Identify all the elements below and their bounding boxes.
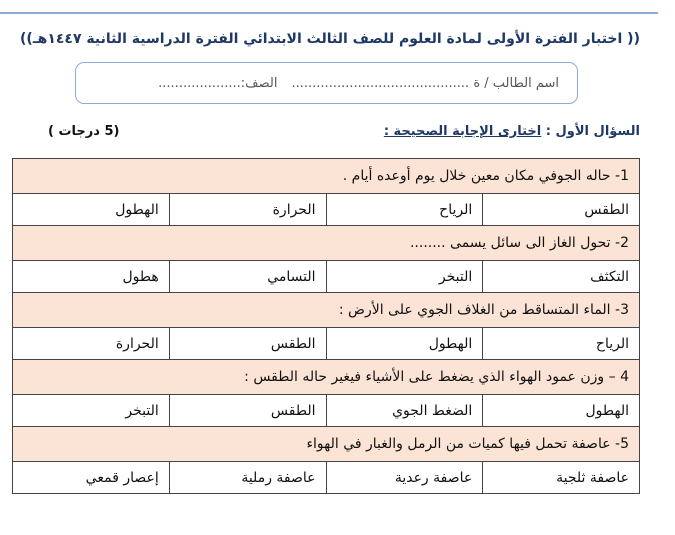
- option-cell[interactable]: الهطول: [13, 194, 170, 226]
- question-text: 1- حاله الجوفي مكان معين خلال يوم أوعده أيام .: [13, 159, 640, 194]
- question-row: [13, 293, 640, 328]
- option-cell[interactable]: الهطول: [483, 395, 640, 427]
- option-cell[interactable]: الرياح: [326, 194, 483, 226]
- section-instruction: اختارى الإجابة الصحيحة :: [383, 124, 542, 139]
- option-cell[interactable]: التبخر: [13, 395, 170, 427]
- student-info-box: [75, 62, 578, 104]
- option-cell[interactable]: الطقس: [483, 194, 640, 226]
- option-cell[interactable]: التسامي: [169, 261, 326, 293]
- options-row: [13, 395, 640, 427]
- option-cell[interactable]: التكثف: [483, 261, 640, 293]
- option-cell[interactable]: الهطول: [326, 328, 483, 360]
- question-row: [13, 226, 640, 261]
- questions-table: [12, 158, 640, 494]
- option-cell[interactable]: الطقس: [169, 395, 326, 427]
- option-cell[interactable]: الضغط الجوي: [326, 395, 483, 427]
- exam-title: (( اختبار الفترة الأولى لمادة العلوم للصف الثالث الابتدائي الفترة الدراسية الثانية ١٤٤٧هـ)): [20, 31, 640, 47]
- section-header: [12, 124, 640, 144]
- student-class-label: الصف:....................: [158, 75, 278, 91]
- option-cell[interactable]: الطقس: [169, 328, 326, 360]
- option-cell[interactable]: التبخر: [326, 261, 483, 293]
- option-cell[interactable]: إعصار قمعي: [13, 462, 170, 494]
- option-cell[interactable]: هطول: [13, 261, 170, 293]
- section-marks: (5 درجات ): [48, 124, 120, 139]
- section-title: السؤال الأول : اختارى الإجابة الصحيحة :: [383, 124, 640, 139]
- option-cell[interactable]: الحرارة: [169, 194, 326, 226]
- options-row: [13, 462, 640, 494]
- question-text: 3- الماء المتساقط من الغلاف الجوي على الأرض :: [13, 293, 640, 328]
- option-cell[interactable]: عاصفة رعدية: [326, 462, 483, 494]
- options-row: [13, 261, 640, 293]
- question-row: [13, 360, 640, 395]
- question-text: 4 – وزن عمود الهواء الذي يضغط على الأشياء فيغير حاله الطقس :: [13, 360, 640, 395]
- option-cell[interactable]: عاصفة ثلجية: [483, 462, 640, 494]
- top-border-line: [0, 12, 658, 14]
- option-cell[interactable]: عاصفة رملية: [169, 462, 326, 494]
- option-cell[interactable]: الرياح: [483, 328, 640, 360]
- question-row: [13, 159, 640, 194]
- section-title-text: السؤال الأول: [555, 124, 640, 139]
- student-name-label: اسم الطالب / ة ...........................................: [291, 75, 559, 91]
- question-text: 5- عاصفة تحمل فيها كميات من الرمل والغبار في الهواء: [13, 427, 640, 462]
- options-row: [13, 194, 640, 226]
- question-row: [13, 427, 640, 462]
- question-text: 2- تحول الغاز الى سائل يسمى ........: [13, 226, 640, 261]
- options-row: [13, 328, 640, 360]
- option-cell[interactable]: الحرارة: [13, 328, 170, 360]
